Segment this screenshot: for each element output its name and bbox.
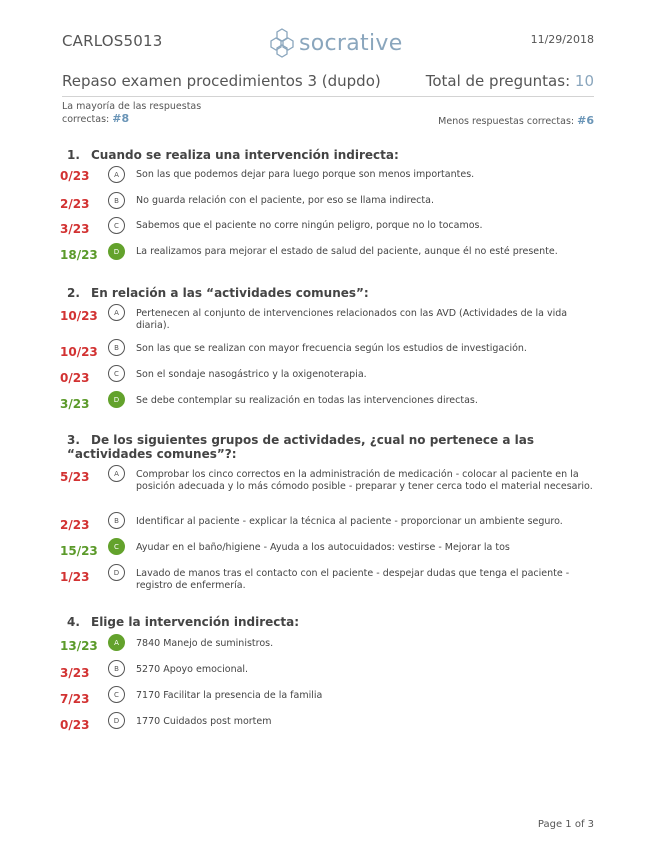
report-date: 11/29/2018: [530, 33, 594, 46]
answer-score: 5/23: [60, 470, 90, 484]
least-correct-value: #6: [577, 114, 594, 127]
question-title: [67, 615, 607, 629]
answer-score: 3/23: [60, 397, 90, 411]
question-number: 4.: [67, 615, 80, 629]
answer-text: 5270 Apoyo emocional.: [136, 664, 249, 675]
user-name: CARLOS5013: [62, 32, 163, 50]
hexagon-cluster-icon: [268, 28, 296, 58]
answer-letter-badge: B: [108, 339, 125, 356]
answer-letter-badge: D: [108, 564, 125, 581]
question-title: [67, 433, 607, 461]
least-correct-label: Menos respuestas correctas:: [438, 116, 575, 127]
answer-text: Sabemos que el paciente no corre ningún peligro, porque no lo tocamos.: [136, 220, 483, 231]
answer-text: 7840 Manejo de suministros.: [136, 638, 274, 649]
answer-letter-badge: A: [108, 465, 125, 482]
question-text: Elige la intervención indirecta:: [91, 615, 300, 629]
answer-text: Son el sondaje nasogástrico y la oxigenoterapia.: [136, 369, 367, 380]
answer-letter-badge: C: [108, 217, 125, 234]
answer-letter-badge: C: [108, 686, 125, 703]
answer-score: 3/23: [60, 222, 90, 236]
answer-text: Pertenecen al conjunto de intervenciones relacionados con las AVD (Actividades de la vida diaria).: [136, 308, 568, 331]
answer-letter-badge: B: [108, 512, 125, 529]
total-questions-label: Total de preguntas:: [425, 72, 571, 90]
least-correct: [438, 114, 594, 127]
question-text: En relación a las “actividades comunes”:: [91, 286, 369, 300]
answer-score: 0/23: [60, 718, 90, 732]
answer-text: La realizamos para mejorar el estado de salud del paciente, aunque él no esté presente.: [136, 246, 558, 257]
answer-text: Comprobar los cinco correctos en la administración de medicación - colocar al paciente en la posición adecuada y lo más cómodo posible - preparar y tener cerca todo el material necesario.: [136, 469, 593, 492]
answer-text: 1770 Cuidados post mortem: [136, 716, 272, 727]
answer-text: Lavado de manos tras el contacto con el paciente - despejar dudas que tenga el paciente - registro de enfermería.: [136, 568, 570, 591]
answer-text: 7170 Facilitar la presencia de la familia: [136, 690, 323, 701]
answer-score: 2/23: [60, 518, 90, 532]
answer-text: Son las que podemos dejar para luego porque son menos importantes.: [136, 169, 475, 180]
answer-score: 7/23: [60, 692, 90, 706]
question-number: 1.: [67, 148, 80, 162]
answer-letter-badge: C: [108, 365, 125, 382]
answer-letter-badge: A: [108, 304, 125, 321]
answer-text: Identificar al paciente - explicar la técnica al paciente - proporcionar un ambiente seguro.: [136, 516, 563, 527]
most-correct-label: La mayoría de las respuestas correctas:: [62, 101, 202, 125]
question-number: 3.: [67, 433, 80, 447]
answer-letter-badge: D: [108, 712, 125, 729]
question-text: Cuando se realiza una intervención indirecta:: [91, 148, 399, 162]
answer-letter-badge-correct: C: [108, 538, 125, 555]
answer-letter-badge-correct: D: [108, 391, 125, 408]
answer-text: Ayudar en el baño/higiene - Ayuda a los autocuidados: vestirse - Mejorar la tos: [136, 542, 510, 553]
question-title: [67, 286, 607, 300]
answer-text: Se debe contemplar su realización en todas las intervenciones directas.: [136, 395, 478, 406]
answer-score: 10/23: [60, 345, 98, 359]
answer-letter-badge: B: [108, 192, 125, 209]
answer-text: No guarda relación con el paciente, por eso se llama indirecta.: [136, 195, 434, 206]
answer-letter-badge: A: [108, 166, 125, 183]
answer-score: 0/23: [60, 169, 90, 183]
answer-text: Son las que se realizan con mayor frecuencia según los estudios de investigación.: [136, 343, 527, 354]
most-correct-value: #8: [112, 112, 130, 125]
answer-score: 10/23: [60, 309, 98, 323]
socrative-logo: [268, 28, 403, 58]
answer-letter-badge: B: [108, 660, 125, 677]
title-row: [62, 72, 594, 97]
answer-letter-badge-correct: A: [108, 634, 125, 651]
answer-score: 13/23: [60, 639, 98, 653]
answer-score: 3/23: [60, 666, 90, 680]
answer-score: 0/23: [60, 371, 90, 385]
question-text: De los siguientes grupos de actividades, ¿cual no pertenece a las “actividades comunes”?:: [67, 433, 534, 461]
answer-score: 15/23: [60, 544, 98, 558]
question-number: 2.: [67, 286, 80, 300]
answer-score: 18/23: [60, 248, 98, 262]
page-number: Page 1 of 3: [537, 819, 594, 830]
question-title: [67, 148, 607, 162]
total-questions: [426, 72, 594, 90]
total-questions-value: 10: [574, 72, 594, 90]
quiz-title: Repaso examen procedimientos 3 (dupdo): [62, 72, 381, 90]
brand-name: socrative: [299, 30, 403, 56]
answer-letter-badge-correct: D: [108, 243, 125, 260]
answer-score: 2/23: [60, 197, 90, 211]
answer-score: 1/23: [60, 570, 90, 584]
most-correct: [62, 101, 232, 126]
